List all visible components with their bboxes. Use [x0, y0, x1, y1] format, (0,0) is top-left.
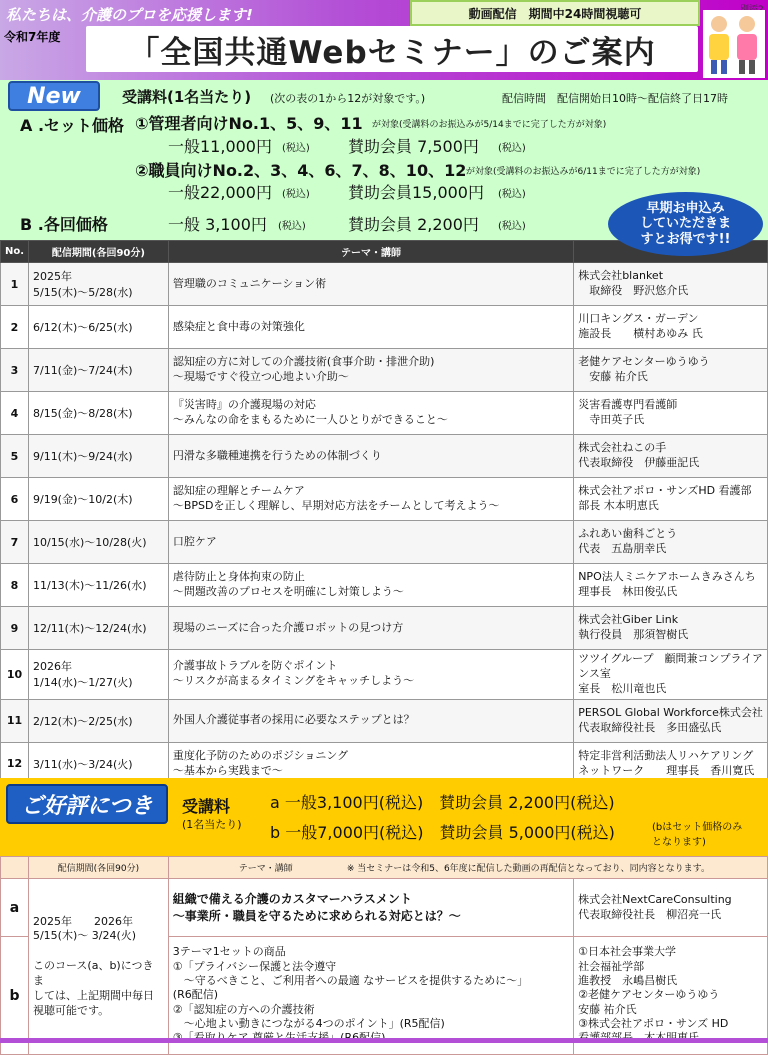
- each-price-label: B .各回価格: [20, 215, 108, 234]
- row-period: 8/15(金)～8/28(木): [28, 392, 168, 435]
- row-period: 12/11(木)～12/24(水): [28, 607, 168, 650]
- rerun-table: [0, 856, 768, 1055]
- popular-a-line: a 一般3,100円(税込) 賛助会員 2,200円(税込): [270, 793, 615, 812]
- sub-a-speaker: 株式会社NextCareConsulting 代表取締役社長 柳沼亮一氏: [574, 879, 768, 937]
- sub-col-period: 配信期間(各回90分): [28, 857, 168, 879]
- table-row: [1, 607, 768, 650]
- row-theme: 口腔ケア: [168, 521, 573, 564]
- row-period: 9/11(木)～9/24(水): [28, 435, 168, 478]
- row-number: 6: [1, 478, 29, 521]
- row-speaker: ふれあい歯科ごとう 代表 五島朋幸氏: [574, 521, 768, 564]
- row-period: 6/12(木)～6/25(水): [28, 306, 168, 349]
- row-theme: 虐待防止と身体拘束の防止 ～問題改善のプロセスを明確にし対策しよう～: [168, 564, 573, 607]
- table-row: [1, 699, 768, 742]
- popular-fee-sub: (1名当たり): [182, 818, 242, 831]
- each-tax: (税込): [278, 221, 306, 232]
- row-speaker: 株式会社ねこの手 代表取締役 伊藤亜記氏: [574, 435, 768, 478]
- row-theme: 介護事故トラブルを防ぐポイント ～リスクが高まるタイミングをキャッチしよう～: [168, 650, 573, 700]
- row-speaker: PERSOL Global Workforce株式会社 代表取締役社長 多田盛弘氏: [574, 699, 768, 742]
- row-speaker: NPO法人ミニケアホームきみさんち 理事長 林田俊弘氏: [574, 564, 768, 607]
- row-speaker: ツツイグループ 顧問兼コンプライア ンス室 室長 松川竜也氏: [574, 650, 768, 700]
- plan1-tax: (税込): [282, 143, 310, 154]
- each-general: 一般 3,100円: [168, 215, 267, 234]
- row-period: 2/12(木)～2/25(水): [28, 699, 168, 742]
- row-theme: 『災害時』の介護現場の対応 ～みんなの命をまもるために一人ひとりができること～: [168, 392, 573, 435]
- sub-b-label: b: [1, 937, 29, 1055]
- row-period: 3/11(水)～3/24(火): [28, 742, 168, 785]
- plan1-label: ①管理者向けNo.1、5、9、11: [135, 114, 363, 133]
- popular-fee-label: 受講料: [182, 797, 231, 816]
- footer-band: [0, 1038, 768, 1043]
- each-member-tax: (税込): [498, 221, 526, 232]
- new-badge: New: [8, 81, 100, 111]
- plan1-general: 一般11,000円: [168, 137, 272, 156]
- delivery-banner: 動画配信 期間中24時間視聴可: [410, 0, 700, 26]
- row-period: 2026年 1/14(水)～1/27(火): [28, 650, 168, 700]
- row-speaker: 川口キングス・ガーデン 施設長 横村あゆみ 氏: [574, 306, 768, 349]
- row-period: 11/13(木)～11/26(水): [28, 564, 168, 607]
- row-theme: 認知症の方に対しての介護技術(食事介助・排泄介助) ～現場ですぐ役立つ心地よい介助～: [168, 349, 573, 392]
- table-row: [1, 306, 768, 349]
- plan2-general: 一般22,000円: [168, 183, 272, 202]
- plan1-member: 賛助会員 7,500円: [348, 137, 479, 156]
- popular-badge: ご好評につき: [6, 784, 168, 824]
- row-number: 11: [1, 699, 29, 742]
- delivery-time: 配信時間 配信開始日10時～配信終了日17時: [502, 92, 728, 105]
- table-row: [1, 392, 768, 435]
- fiscal-year-label: 令和7年度: [4, 30, 61, 44]
- sub-b-speaker: ①日本社会事業大学 社会福祉学部 進教授 永嶋昌樹氏 ②老健ケアセンターゆうゆう 安藤 祐介氏 ③株式会社アポロ・サンズ HD: [574, 937, 768, 1055]
- fee-note: (次の表の1から12が対象です。): [270, 92, 426, 105]
- row-number: 9: [1, 607, 29, 650]
- sub-period: 2025年 2026年 5/15(木)～ 3/24(火) このコース(a、b)につきま しては、上記期間中毎日 視聴可能です。: [28, 879, 168, 1055]
- row-number: 3: [1, 349, 29, 392]
- row-theme: 重度化予防のためのポジショニング ～基本から実践まで～: [168, 742, 573, 785]
- table-row: [1, 521, 768, 564]
- table-row: [1, 564, 768, 607]
- col-period: 配信期間(各回90分): [28, 241, 168, 263]
- row-number: 10: [1, 650, 29, 700]
- row-theme: 管理職のコミュニケーション術: [168, 263, 573, 306]
- row-number: 7: [1, 521, 29, 564]
- row-theme: 外国人介護従事者の採用に必要なステップとは？: [168, 699, 573, 742]
- row-speaker: 特定非営利活動法人リハケアリング ネットワーク 理事長 香川寛氏: [574, 742, 768, 785]
- row-theme: 認知症の理解とチームケア ～BPSDを正しく理解し、早期対応方法をチームとして考えよう～: [168, 478, 573, 521]
- plan2-label: ②職員向けNo.2、3、4、6、7、8、10、12: [135, 161, 467, 180]
- plan1-member-tax: (税込): [498, 143, 526, 154]
- table-row: [1, 478, 768, 521]
- row-number: 4: [1, 392, 29, 435]
- row-period: 2025年 5/15(木)～5/28(水): [28, 263, 168, 306]
- seminar-table: [0, 240, 768, 786]
- row-number: 5: [1, 435, 29, 478]
- row-number: 12: [1, 742, 29, 785]
- row-speaker: 株式会社Giber Link 執行役員 那須智樹氏: [574, 607, 768, 650]
- sub-note: ※ 当セミナーは令和5、6年度に配信した動画の再配信となっており、同内容となります。: [346, 864, 710, 874]
- row-theme: 円滑な多職種連携を行うための体制づくり: [168, 435, 573, 478]
- col-no: No.: [1, 241, 29, 263]
- row-speaker: 株式会社アポロ・サンズHD 看護部 部長 木本明恵氏: [574, 478, 768, 521]
- row-number: 1: [1, 263, 29, 306]
- set-price-label: A .セット価格: [20, 116, 125, 135]
- sub-b-theme: 3テーマ1セットの商品 ①「プライバシー保護と法令遵守 ～守るべきこと、ご利用者への最適 なサービスを提供するために～」 (R6配信) ②「認知症の方への介護技術 ～心地よい動きにつながる4つのポイント」(R5配信): [168, 937, 573, 1055]
- plan1-note: が対象(受講料のお振込みが5/14までに完了した方が対象): [372, 120, 607, 130]
- sub-col-theme: [168, 857, 767, 879]
- table-row: [1, 650, 768, 700]
- plan2-note: が対象(受講料のお振込みが6/11までに完了した方が対象): [466, 167, 701, 177]
- table-row: [1, 435, 768, 478]
- row-number: 8: [1, 564, 29, 607]
- plan2-member: 賛助会員15,000円: [348, 183, 484, 202]
- plan2-tax: (税込): [282, 189, 310, 200]
- popular-b-line: b 一般7,000円(税込) 賛助会員 5,000円(税込): [270, 823, 615, 842]
- sub-a-theme: 組織で備える介護のカスタマーハラスメント ～事業所・職員を守るために求められる対応とは？～: [168, 879, 573, 937]
- col-theme: テーマ・講師: [168, 241, 573, 263]
- row-theme: 現場のニーズに合った介護ロボットの見つけ方: [168, 607, 573, 650]
- each-member: 賛助会員 2,200円: [348, 215, 479, 234]
- row-theme: 感染症と食中毒の対策強化: [168, 306, 573, 349]
- row-speaker: 災害看護専門看護師 寺田英子氏: [574, 392, 768, 435]
- early-bird-bubble: 早期お申込み していただきま すとお得です!!: [608, 192, 763, 256]
- row-number: 2: [1, 306, 29, 349]
- row-period: 9/19(金)～10/2(木): [28, 478, 168, 521]
- page-title: 「全国共通Webセミナー」のご案内: [86, 26, 698, 72]
- sub-col-label: [1, 857, 29, 879]
- row-speaker: 株式会社blanket 取締役 野沢悠介氏: [574, 263, 768, 306]
- row-period: 7/11(金)～7/24(木): [28, 349, 168, 392]
- plan2-member-tax: (税込): [498, 189, 526, 200]
- popular-b-note: (bはセット価格のみ となります): [652, 822, 743, 848]
- caregivers-illustration-icon: [703, 10, 765, 78]
- sub-theme-header: テーマ・講師: [238, 864, 293, 874]
- table-row: [1, 263, 768, 306]
- row-period: 10/15(水)～10/28(火): [28, 521, 168, 564]
- table-row: [1, 349, 768, 392]
- fee-label: 受講料(1名当たり): [122, 88, 252, 106]
- sub-a-label: a: [1, 879, 29, 937]
- row-speaker: 老健ケアセンターゆうゆう 安藤 祐介氏: [574, 349, 768, 392]
- slogan: 私たちは、介護のプロを応援します!: [6, 6, 253, 24]
